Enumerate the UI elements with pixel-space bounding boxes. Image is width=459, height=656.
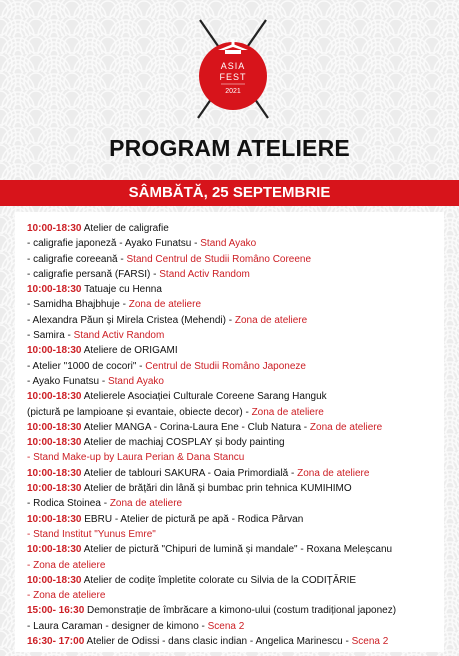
activity-text: Atelier de brățări din lână și bumbac prin tehnica KUMIHIMO xyxy=(81,483,352,495)
location-label: Zona de ateliere xyxy=(109,498,183,510)
schedule-line xyxy=(27,573,447,588)
activity-text: Tatuaje cu Henna xyxy=(81,284,162,296)
activity-text: Atelier de pictură "Chipuri de lumină și mandale" - Roxana Meleșcanu xyxy=(81,544,393,556)
schedule-line xyxy=(27,527,447,542)
activity-text: Demonstrație de îmbrăcare a kimono-ului (costum tradițional japonez) xyxy=(84,605,397,617)
schedule-line xyxy=(27,481,447,496)
location-label: - Zona de ateliere xyxy=(27,559,106,571)
logo-text-asia: ASIA xyxy=(220,61,246,71)
activity-text: Atelier de caligrafie xyxy=(81,223,169,234)
time-label: 10:00-18:30 xyxy=(27,345,82,357)
time-label: 10:00-18:30 xyxy=(27,574,82,586)
schedule-line xyxy=(27,328,447,343)
activity-text: - caligrafie coreeană - xyxy=(27,253,127,265)
activity-text: - Samira - xyxy=(27,330,74,342)
time-label: 10:00-18:30 xyxy=(27,467,82,479)
activity-text: - Rodica Stoinea - xyxy=(27,498,110,510)
logo-text-fest: FEST xyxy=(219,72,247,82)
schedule-list xyxy=(27,221,447,649)
activity-text: Atelier de codițe împletite colorate cu Silvia de la CODIȚĂRIE xyxy=(81,574,357,586)
location-label: Scena 2 xyxy=(207,620,245,632)
location-label: Stand Centrul de Studii Româno Coreene xyxy=(126,253,312,265)
activity-text: EBRU - Atelier de pictură pe apă - Rodica Pârvan xyxy=(81,513,304,525)
day-banner: SÂMBĂTĂ, 25 SEPTEMBRIE xyxy=(0,180,459,206)
asia-fest-logo xyxy=(190,14,276,124)
schedule-line xyxy=(27,542,447,557)
activity-text: Atelier de machiaj COSPLAY și body painting xyxy=(81,437,285,449)
schedule-line xyxy=(27,313,447,328)
schedule-line xyxy=(27,236,447,251)
time-label: 10:00-18:30 xyxy=(27,284,82,296)
schedule-line xyxy=(27,588,447,603)
activity-text: Ateliere de ORIGAMI xyxy=(81,345,178,357)
activity-text: (pictură pe lampioane și evantaie, obiecte decor) - xyxy=(27,406,252,418)
location-label: Zona de ateliere xyxy=(297,467,370,479)
schedule-line xyxy=(27,512,447,527)
location-label: Stand Activ Random xyxy=(73,330,165,342)
activity-text: Atelier de Odissi - dans clasic indian - Angelica Marinescu - xyxy=(84,636,352,648)
time-label: 10:00-18:30 xyxy=(27,391,82,403)
schedule-line xyxy=(27,221,447,236)
activity-text: - Laura Caraman - designer de kimono - xyxy=(27,620,208,632)
activity-text: Atelierele Asociației Culturale Coreene Sarang Hanguk xyxy=(81,391,327,403)
activity-text: - caligrafie persană (FARSI) - xyxy=(27,268,160,280)
location-label: Stand Ayako xyxy=(200,238,257,250)
schedule-line xyxy=(27,435,447,450)
schedule-line xyxy=(27,603,447,618)
activity-text: - Atelier "1000 de cocori" - xyxy=(27,360,146,372)
activity-text: Atelier de tablouri SAKURA - Oaia Primordială - xyxy=(81,467,298,479)
schedule-line xyxy=(27,343,447,358)
schedule-line xyxy=(27,359,447,374)
time-label: 10:00-18:30 xyxy=(27,437,82,449)
location-label: Zona de ateliere xyxy=(128,299,202,311)
logo-text-year: 2021 xyxy=(225,88,241,95)
schedule-line xyxy=(27,619,447,634)
schedule-line xyxy=(27,282,447,297)
activity-text: - Samidha Bhajbhuje - xyxy=(27,299,129,311)
time-label: 10:00-18:30 xyxy=(27,544,82,556)
time-label: 10:00-18:30 xyxy=(27,223,82,234)
schedule-line xyxy=(27,252,447,267)
location-label: Zona de ateliere xyxy=(309,421,383,433)
location-label: - Stand Institut "Yunus Emre" xyxy=(27,528,156,540)
time-label: 10:00-18:30 xyxy=(27,421,82,433)
schedule-line xyxy=(27,297,447,312)
schedule-line xyxy=(27,450,447,465)
schedule-line xyxy=(27,496,447,511)
time-label: 10:00-18:30 xyxy=(27,483,82,495)
time-label: 10:00-18:30 xyxy=(27,513,82,525)
location-label: - Stand Make-up by Laura Perian & Dana Stancu xyxy=(27,452,245,464)
schedule-line xyxy=(27,420,447,435)
location-label: Scena 2 xyxy=(351,636,389,648)
schedule-line xyxy=(27,267,447,282)
schedule-line xyxy=(27,558,447,573)
schedule-line xyxy=(27,374,447,389)
activity-text: Atelier MANGA - Corina-Laura Ene - Club Natura - xyxy=(81,421,310,433)
location-label: - Zona de ateliere xyxy=(27,590,106,602)
schedule-line xyxy=(27,389,447,404)
activity-text: - caligrafie japoneză - Ayako Funatsu - xyxy=(27,238,201,250)
location-label: Stand Activ Random xyxy=(159,268,250,280)
schedule-line xyxy=(27,634,447,649)
location-label: Zona de ateliere xyxy=(251,406,324,418)
schedule-line xyxy=(27,405,447,420)
location-label: Centrul de Studii Româno Japoneze xyxy=(145,360,306,372)
schedule-line xyxy=(27,466,447,481)
page-title: PROGRAM ATELIERE xyxy=(109,135,350,161)
location-label: Stand Ayako xyxy=(107,375,164,387)
location-label: Zona de ateliere xyxy=(234,314,308,326)
activity-text: - Ayako Funatsu - xyxy=(27,375,108,387)
time-label: 15:00- 16:30 xyxy=(27,605,85,617)
time-label: 16:30- 17:00 xyxy=(27,636,85,648)
activity-text: - Alexandra Păun și Mirela Cristea (Mehendi) - xyxy=(27,314,235,326)
